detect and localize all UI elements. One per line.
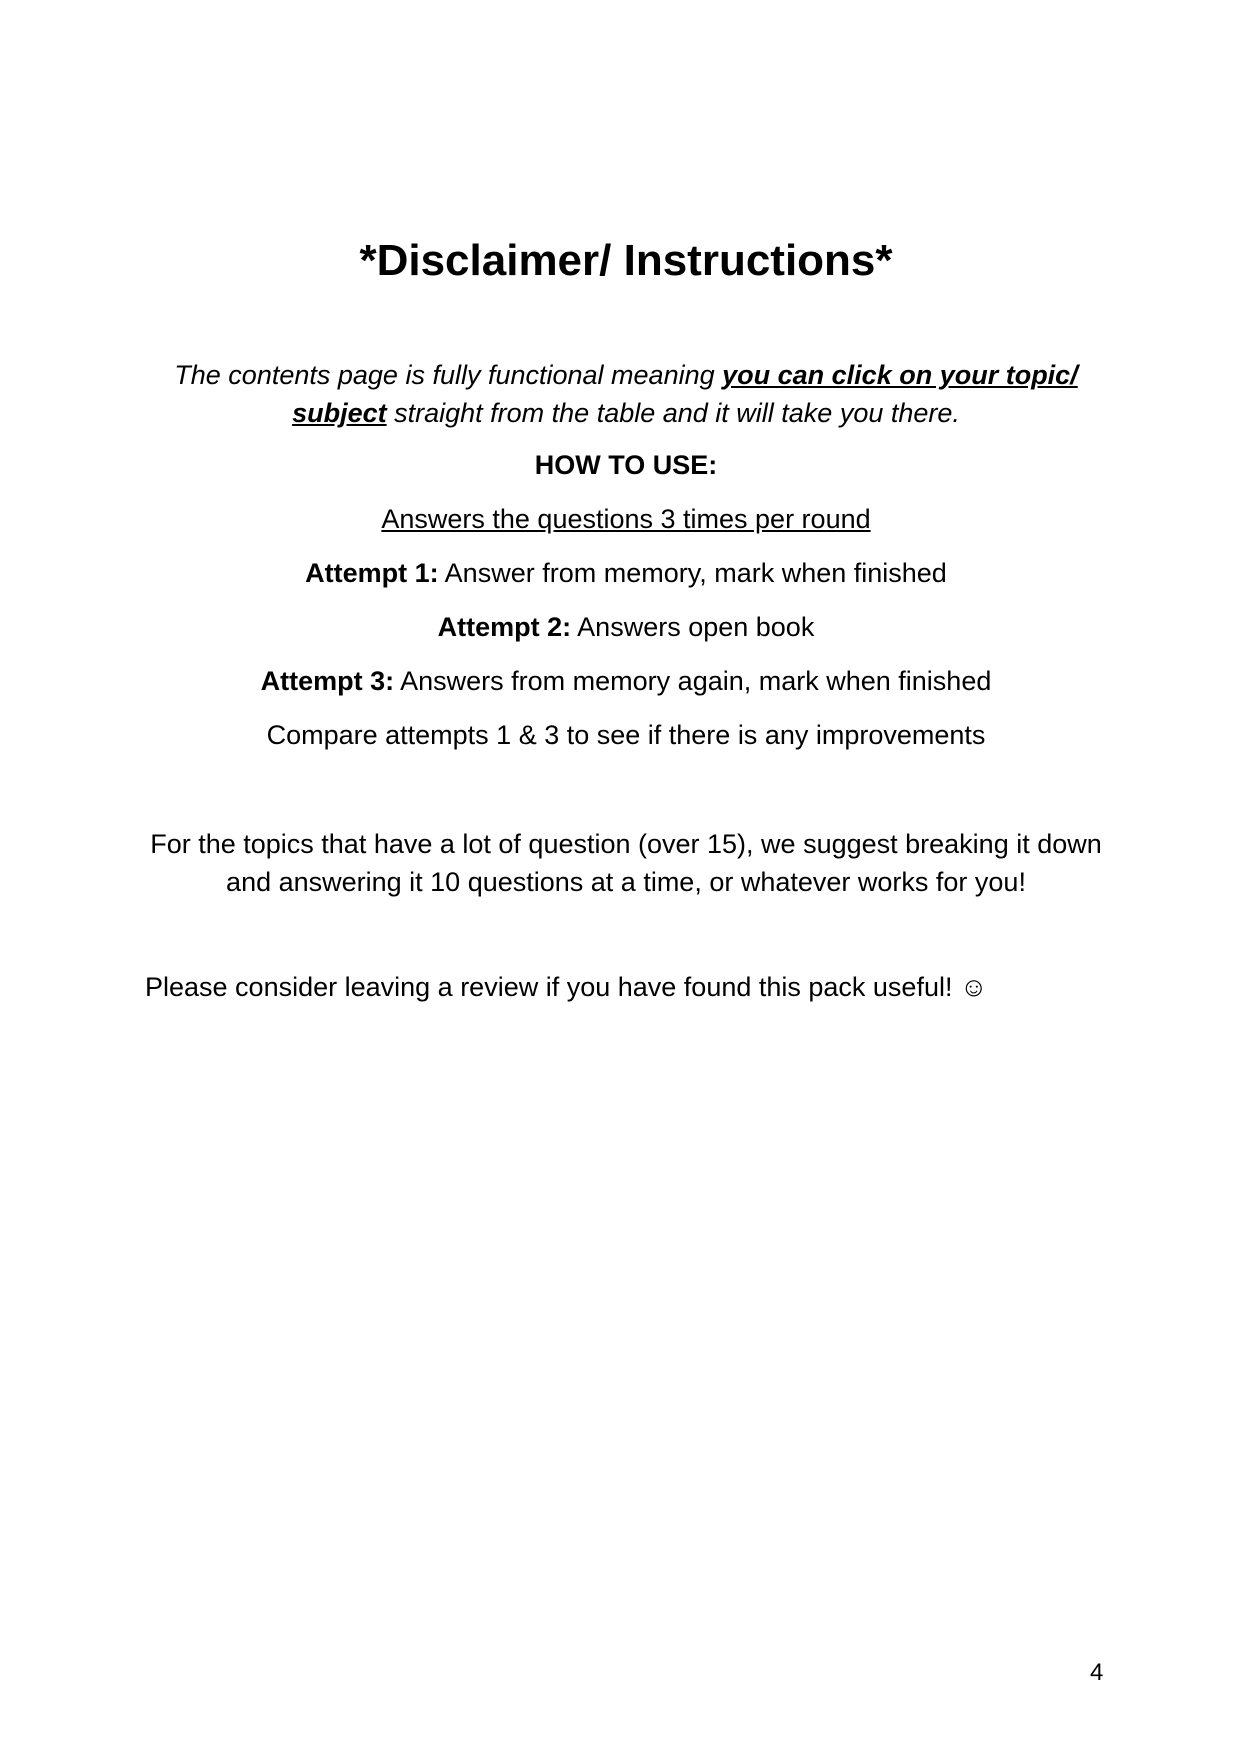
page-title: *Disclaimer/ Instructions* xyxy=(359,236,893,285)
intro-paragraph xyxy=(140,356,1112,432)
attempt-2-line xyxy=(0,609,1252,645)
how-to-use-heading: HOW TO USE: xyxy=(534,450,718,480)
review-note: Please consider leaving a review if you have found this pack useful! ☺ xyxy=(145,972,988,1002)
page-number: 4 xyxy=(1090,1659,1104,1686)
how-to-use-summary: Answers the questions 3 times per round xyxy=(381,504,871,534)
topics-note: For the topics that have a lot of question (over 15), we suggest breaking it down and answering it 10 questions at a time, or whatever works for you! xyxy=(150,829,1102,897)
attempt-1-line xyxy=(0,555,1252,591)
attempt-2-label: Attempt 2: xyxy=(437,612,572,642)
contents-link-note: you can click on your topic/ subject xyxy=(292,360,1078,428)
attempt-1-text: Answer from memory, mark when finished xyxy=(438,558,947,588)
attempt-3-label: Attempt 3: xyxy=(260,666,395,696)
attempt-2-text: Answers open book xyxy=(571,612,815,642)
attempt-3-line xyxy=(0,663,1252,699)
intro-text-after: straight from the table and it will take you there. xyxy=(386,398,960,428)
attempt-1-label: Attempt 1: xyxy=(305,558,439,588)
attempt-3-text: Answers from memory again, mark when finished xyxy=(394,666,992,696)
compare-note: Compare attempts 1 & 3 to see if there is any improvements xyxy=(266,720,986,750)
intro-text-before: The contents page is fully functional meaning xyxy=(174,360,723,390)
